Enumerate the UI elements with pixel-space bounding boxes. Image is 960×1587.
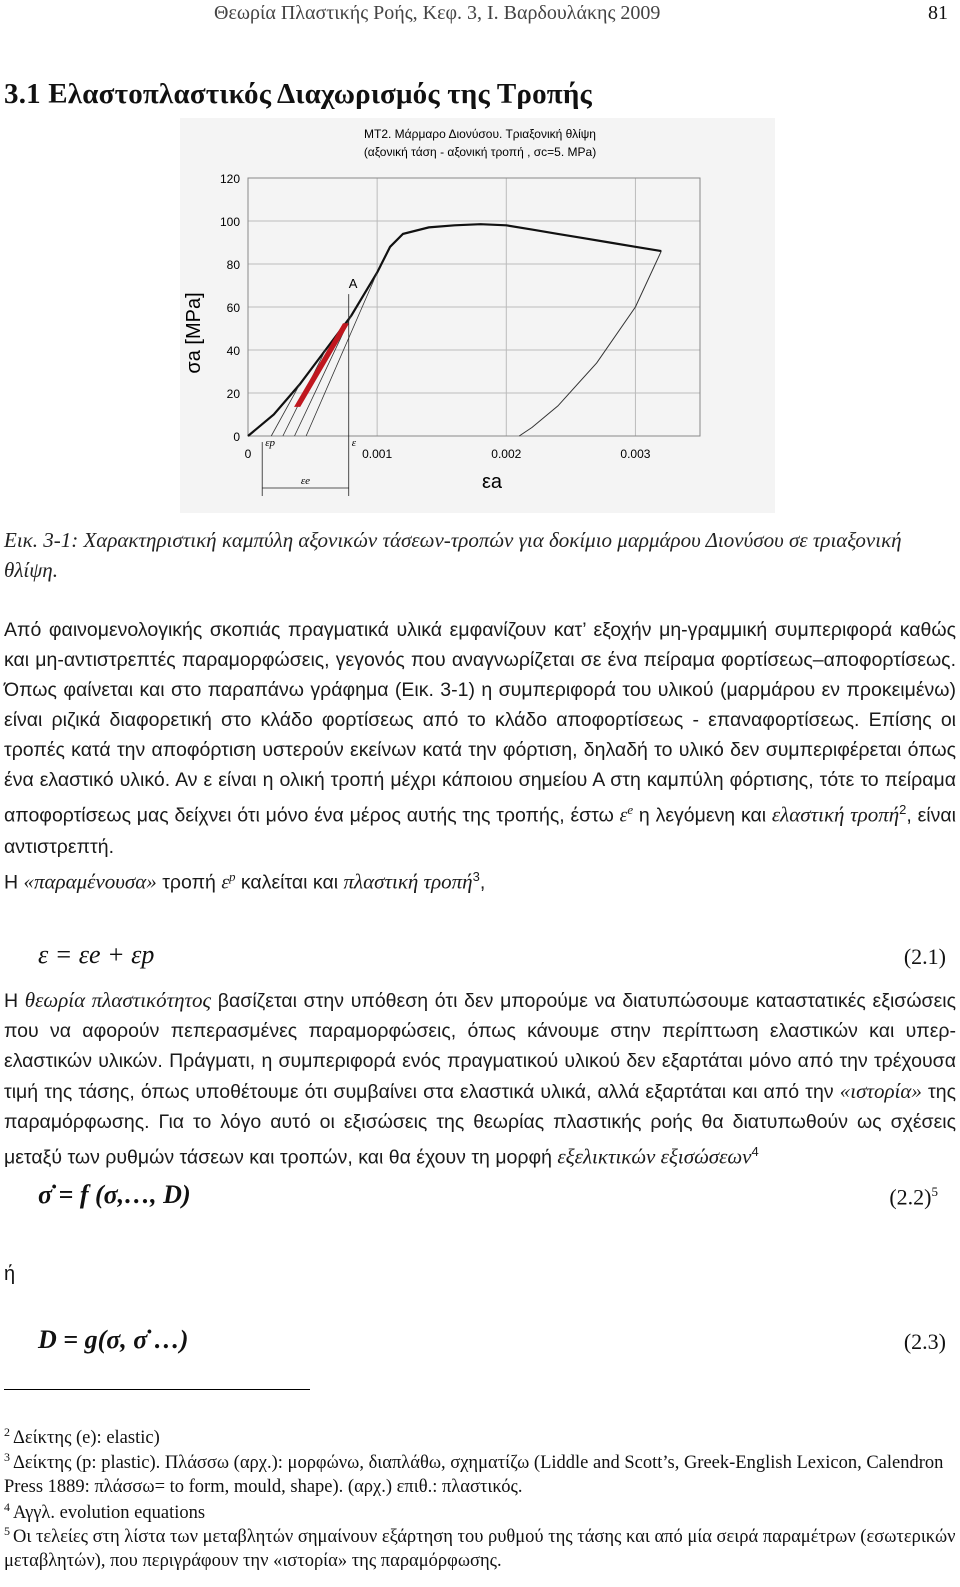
p2-text-a: Η xyxy=(4,990,25,1012)
annotation-point-a: A xyxy=(348,276,358,292)
running-header: Θεωρία Πλαστικής Ροής, Κεφ. 3, Ι. Βαρδουλάκης 2009 xyxy=(214,2,661,24)
p2-text-b: βασίζεται στην υπόθεση ότι δεν μπορούμε να διατυπώσουμε καταστατικές εξισώσεις που να αφορούν πεπερασμένες παραμορφώσεις, όπως κάνουμε στην περίπτωση ελαστικών και υπερ-ελαστικών υλικών. Πράγματι, η συμπεριφορά ενός πραγματικού υλικού δεν εξαρτάται μόνο από την τρέχουσα τιμή της τάσης, όπως υποθέτουμε ότι συμβαίνει στα ελαστικά υλικά, αλλά εξαρτάται και από την xyxy=(4,990,957,1103)
eps-e-symbol: ε xyxy=(619,805,628,827)
remaining-term: «παραμένουσα» xyxy=(23,869,157,893)
page-number: 81 xyxy=(928,2,948,24)
figure-chart xyxy=(180,118,775,513)
p1-text-g: , xyxy=(479,871,486,893)
y-tick-label: 40 xyxy=(226,344,240,358)
stress-strain-chart xyxy=(180,118,775,513)
x-tick-label: 0.003 xyxy=(620,447,651,461)
equation-2-2: σ̇ = f (σ,…, D) xyxy=(38,1180,191,1209)
x-tick-label: 0.001 xyxy=(362,447,393,461)
p1-text-d: Η xyxy=(4,871,24,893)
equation-2-3-number: (2.3) xyxy=(903,1329,946,1354)
footnote-5-text: Οι τελείες στη λίστα των μεταβλητών σημαίνουν εξάρτηση του ρυθμού της τάσης και από μία σειρά παραμέτρων (εσωτερικών μεταβλητών), που περιγράφουν την «ιστορία» της παραμόρφωσης. xyxy=(4,1527,956,1572)
y-tick-label: 100 xyxy=(219,215,240,229)
p1-text-b: η λεγόμενη και xyxy=(633,804,772,827)
annotation-eps: ε xyxy=(351,437,357,449)
plasticity-theory-term: θεωρία πλαστικότητος xyxy=(24,988,212,1012)
y-tick-label: 80 xyxy=(226,258,240,272)
footnote-3-text: Δείκτης (p: plastic). Πλάσσω (αρχ.): μορφώνω, διαπλάθω, σχηματίζω (Liddle and Scott’s, Greek-English Lexicon, Calendron Press 1889: πλάσσω= to form, mould, shape). (αρχ.) επιθ.: πλαστικός. xyxy=(4,1453,944,1498)
x-axis-label: εa xyxy=(481,471,503,493)
equation-2-1-number: (2.1) xyxy=(903,944,946,969)
eps-p-symbol: ε xyxy=(221,872,229,893)
footnote-3-mark: 3 xyxy=(4,1450,10,1464)
footnote-2-mark: 2 xyxy=(4,1425,10,1439)
eps-e-sup: e xyxy=(627,802,634,817)
footnote-ref-5[interactable]: 5 xyxy=(931,1184,938,1199)
y-axis-label: σa [MPa] xyxy=(183,292,205,374)
equation-2-3: D = g(σ, σ̇ …) xyxy=(38,1325,189,1354)
y-tick-label: 60 xyxy=(226,301,240,315)
footnote-ref-3[interactable]: 3 xyxy=(472,868,480,884)
chart-subtitle: (αξονική τάση - αξονική τροπή , σc=5. MPa) xyxy=(363,145,597,159)
equation-2-2-number xyxy=(889,1184,938,1210)
footnote-4-mark: 4 xyxy=(4,1500,10,1514)
p1-text-f: καλείται και xyxy=(235,871,344,893)
p1-text-a: Από φαινομενολογικής σκοπιάς πραγματικά υλικά εμφανίζουν κατ’ εξοχήν μη-γραμμική συμπεριφορά καθώς και μη-αντιστρεπτές παραμορφώσεις, γεγονός που αναγνωρίζεται σε ένα πείραμα φορτίσεως–αποφορτίσεως. Όπως φαίνεται και στο παραπάνω γράφημα (Εικ. 3-1) η συμπεριφορά του υλικού (μαρμάρου εν προκειμένω) είναι ριζικά διαφορετική στο κλάδο φορτίσεως από το κλάδο αποφορτίσεως - επαναφορτίσεως. Επίσης οι τροπές κατά την αποφόρτιση υστερούν εκείνων κατά την φόρτιση, δηλαδή το υλικό δεν συμπεριφέρεται όπως ένα ελαστικό υλικό. Αν ε είναι η ολική τροπή μέχρι κάποιου σημείου Α στη καμπύλη φόρτισης, τότε το πείραμα αποφορτίσεως μας δείχνει ότι μόνο ένα μέρος αυτής της τροπής, έστω xyxy=(4,619,956,827)
chart-background xyxy=(180,118,775,513)
evolution-equations-term: εξελικτικών εξισώσεων xyxy=(557,1144,752,1169)
footnote-ref-4[interactable]: 4 xyxy=(751,1144,759,1159)
section-title: 3.1 Ελαστοπλαστικός Διαχωρισμός της Τροπής xyxy=(4,78,592,110)
chart-title: MT2. Μάρμαρο Διονύσου. Τριαξονική θλίψη xyxy=(364,127,596,141)
y-tick-label: 120 xyxy=(219,172,240,186)
plastic-strain-term: πλαστική τροπή xyxy=(343,869,473,893)
y-tick-label: 20 xyxy=(226,387,240,401)
or-word: ή xyxy=(4,1263,16,1285)
p2-text-c: της παραμόρφωσης. Για το λόγο αυτό οι εξισώσεις της θεωρίας πλαστικής ροής θα διατυπωθούν ως σχέσεις μεταξύ των ρυθμών τάσεων και τροπών, και θα έχουν τη μορφή xyxy=(4,1081,956,1169)
elastic-strain-term: ελαστική τροπή xyxy=(771,802,900,827)
paragraph-1 xyxy=(4,615,956,898)
equation-2-1: ε = εe + εp xyxy=(38,940,155,969)
equation-2-2-label: (2.2) xyxy=(889,1184,932,1210)
x-tick-label: 0 xyxy=(244,447,252,461)
p1-text-c: , είναι αντιστρεπτή. xyxy=(4,804,956,858)
y-tick-label: 0 xyxy=(233,430,240,444)
paragraph-2 xyxy=(4,985,956,1173)
p1-text-e: τροπή xyxy=(156,871,222,893)
footnote-2-text: Δείκτης (e): elastic) xyxy=(13,1428,160,1449)
footnote-5 xyxy=(4,1519,956,1573)
annotation-eps-e: εe xyxy=(300,475,311,487)
footnote-3 xyxy=(4,1445,956,1499)
footnote-rule xyxy=(4,1389,310,1390)
history-term: «ιστορία» xyxy=(839,1079,922,1103)
eps-p-sup: p xyxy=(229,868,236,884)
figure-caption: Εικ. 3-1: Χαρακτηριστική καμπύλη αξονικών τάσεων-τροπών για δοκίμιο μαρμάρου Διονύσου σε τριαξονική θλίψη. xyxy=(4,528,902,582)
footnote-ref-2[interactable]: 2 xyxy=(899,802,907,817)
footnote-4-text: Αγγλ. evolution equations xyxy=(13,1503,206,1524)
annotation-eps-p: εp xyxy=(265,437,276,449)
x-tick-label: 0.002 xyxy=(491,447,522,461)
footnote-5-mark: 5 xyxy=(4,1524,10,1538)
